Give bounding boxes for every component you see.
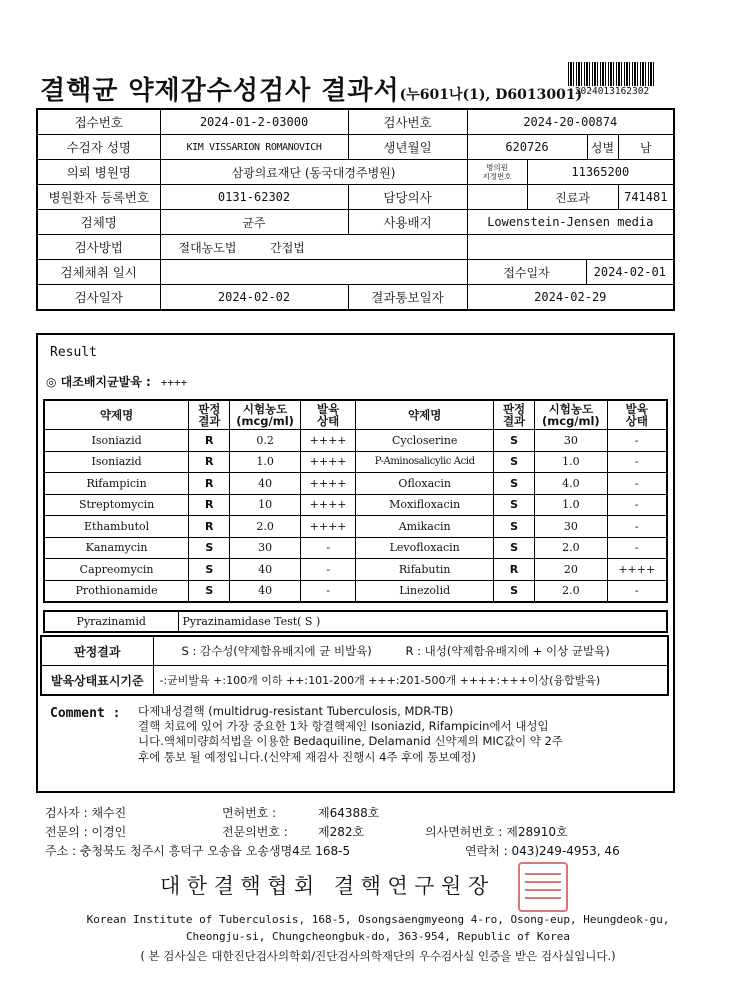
collection-date <box>160 260 467 285</box>
department-label: 진료과 <box>527 185 618 210</box>
medium-label: 사용배지 <box>348 210 467 235</box>
report-date-label: 결과통보일자 <box>348 285 467 311</box>
col-drug: 약제명 <box>356 400 493 430</box>
col-growth: 발육 상태 <box>300 400 356 430</box>
license-number: 제64388호 <box>318 806 380 820</box>
control-growth-label: ◎ 대조배지균발육 : <box>46 375 151 389</box>
table-row <box>37 160 674 185</box>
specialist-no-label: 전문의번호 : <box>222 825 288 839</box>
official-seal-icon <box>518 862 568 912</box>
department: 741481 <box>618 185 674 210</box>
receipt-no-label: 접수번호 <box>37 109 160 135</box>
barcode-image <box>568 62 656 86</box>
test-date-label: 검사일자 <box>37 285 160 311</box>
collection-date-label: 검체채취 일시 <box>37 260 160 285</box>
col-concentration: 시험농도 (mcg/ml) <box>230 400 300 430</box>
sex: 남 <box>618 135 674 160</box>
document-subtitle: (누601나(1), D6013001) <box>399 87 583 103</box>
col-growth: 발육 상태 <box>607 400 667 430</box>
table-row <box>37 285 674 311</box>
pyrazinamide-value: Pyrazinamidase Test( S ) <box>178 611 667 632</box>
test-no-label: 검사번호 <box>348 109 467 135</box>
hospital: 삼광의료재단 (동국대경주병원) <box>160 160 467 185</box>
table-header-row <box>44 400 667 430</box>
method <box>160 235 467 260</box>
document-title: 결핵균 약제감수성검사 결과서(누601나(1), D6013001) <box>40 76 583 106</box>
receipt-date-label: 접수일자 <box>468 260 587 284</box>
table-row <box>37 109 674 135</box>
method-absolute: 절대농도법 <box>178 240 237 255</box>
judgement-legend-label: 판정결과 <box>41 636 153 666</box>
organization-name: 대한결핵협회 결핵연구원장 <box>160 874 495 898</box>
judgement-s-legend: S : 감수성(약제함유배지에 균 비발육) <box>181 644 372 658</box>
test-no: 2024-20-00874 <box>467 109 674 135</box>
doctor-label: 담당의사 <box>348 185 467 210</box>
table-row <box>37 260 674 285</box>
sex-label: 성별 <box>587 135 618 160</box>
col-judgement: 판정 결과 <box>189 400 230 430</box>
contact: 연락처 : 043)249-4953, 46 <box>465 844 620 858</box>
dob-label: 생년월일 <box>348 135 467 160</box>
table-row <box>41 666 668 696</box>
patient-name: KIM VISSARION ROMANOVICH <box>160 135 348 160</box>
dob: 620726 <box>467 135 587 160</box>
hospital-code: 11365200 <box>527 160 674 185</box>
certification-note: ( 본 검사실은 대한진단검사의학회/진단검사의학재단의 우수검사실 인증을 받은 검사실입니다.) <box>140 949 616 963</box>
patient-name-label: 수검자 성명 <box>37 135 160 160</box>
judgement-legend <box>153 636 668 666</box>
table-row <box>37 235 674 260</box>
hospital-patient-no-label: 병원환자 등록번호 <box>37 185 160 210</box>
comment-line: 후에 통보 될 예정입니다.(신약제 재검사 진행시 4주 후에 통보예정) <box>138 749 477 764</box>
method-indirect: 간접법 <box>270 240 305 255</box>
table-row: Streptomycin R 10 ++++ Moxifloxacin S 1.0 - <box>44 494 667 516</box>
control-growth <box>46 373 187 390</box>
test-date: 2024-02-02 <box>160 285 348 311</box>
result-title: Result <box>50 345 97 360</box>
specimen-label: 검체명 <box>37 210 160 235</box>
growth-legend-label: 발육상태표시기준 <box>41 666 153 696</box>
english-address-line-1: Korean Institute of Tuberculosis, 168-5, Osongsaengmyeong 4-ro, Osong-eup, Heungdeok-gu, <box>86 913 670 926</box>
method-label: 검사방법 <box>37 235 160 260</box>
drug-susceptibility-table <box>43 399 668 603</box>
table-row <box>37 135 674 160</box>
report-date: 2024-02-29 <box>467 285 674 311</box>
comment-line: 다제내성결핵 (multidrug-resistant Tuberculosis, MDR-TB) <box>138 704 454 718</box>
doctor <box>467 185 527 210</box>
table-row <box>41 636 668 666</box>
license-label: 면허번호 : <box>222 806 277 820</box>
specialist-number: 제282호 <box>318 825 365 839</box>
col-drug: 약제명 <box>44 400 189 430</box>
hospital-label: 의뢰 병원명 <box>37 160 160 185</box>
receipt-date-cell <box>467 260 674 285</box>
table-row: Kanamycin S 30 - Levofloxacin S 2.0 - <box>44 537 667 559</box>
comment-line: 결핵 치료에 있어 가장 중요한 1차 항결핵제인 Isoniazid, Rifampicin에서 내성입 <box>138 719 549 734</box>
method-blank <box>467 235 674 260</box>
legend-table <box>40 635 669 696</box>
comment-line: 니다.액체미량희석법을 이용한 Bedaquiline, Delamanid 신약제의 MIC값이 약 2주 <box>138 734 563 749</box>
tester: 검사자 : 채수진 <box>45 806 127 820</box>
english-address-line-2: Cheongju-si, Chungcheongbuk-do, 363-954, Republic of Korea <box>185 930 571 943</box>
pyrazinamide-label: Pyrazinamid <box>44 611 178 632</box>
table-row <box>37 210 674 235</box>
control-growth-value: ++++ <box>160 376 188 389</box>
hospital-patient-no: 0131-62302 <box>160 185 348 210</box>
barcode-number: 2024013162302 <box>574 86 650 97</box>
table-row: Isoniazid R 1.0 ++++ P-Aminosalicylic Acid S 1.0 - <box>44 451 667 473</box>
table-row: Prothionamide S 40 - Linezolid S 2.0 - <box>44 580 667 602</box>
table-row: Capreomycin S 40 - Rifabutin R 20 ++++ <box>44 559 667 581</box>
receipt-no: 2024-01-2-03000 <box>160 109 348 135</box>
table-row: Isoniazid R 0.2 ++++ Cycloserine S 30 - <box>44 430 667 452</box>
comment-label: Comment : <box>50 706 121 721</box>
specialist: 전문의 : 이경인 <box>45 825 127 839</box>
col-concentration: 시험농도 (mcg/ml) <box>535 400 607 430</box>
doctor-license: 의사면허번호 : 제28910호 <box>425 825 568 839</box>
col-judgement: 판정 결과 <box>493 400 534 430</box>
growth-legend: -:균비발육 +:100개 이하 ++:101-200개 +++:201-500개 ++++:+++이상(융합발육) <box>153 666 668 696</box>
table-row: Rifampicin R 40 ++++ Ofloxacin S 4.0 - <box>44 473 667 495</box>
specimen: 균주 <box>160 210 348 235</box>
table-row: Ethambutol R 2.0 ++++ Amikacin S 30 - <box>44 516 667 538</box>
judgement-r-legend: R : 내성(약제함유배지에 + 이상 균발육) <box>405 644 610 658</box>
table-row <box>44 611 667 632</box>
patient-info-table <box>36 108 675 311</box>
hospital-code-label: 병의원 지정번호 <box>467 160 527 185</box>
medium: Lowenstein-Jensen media <box>467 210 674 235</box>
address: 주소 : 충청북도 청주시 흥덕구 오송읍 오송생명4로 168-5 <box>45 844 351 858</box>
table-row <box>37 185 674 210</box>
comment-text <box>138 704 563 765</box>
receipt-date: 2024-02-01 <box>593 265 666 279</box>
pyrazinamide-table <box>43 610 668 633</box>
